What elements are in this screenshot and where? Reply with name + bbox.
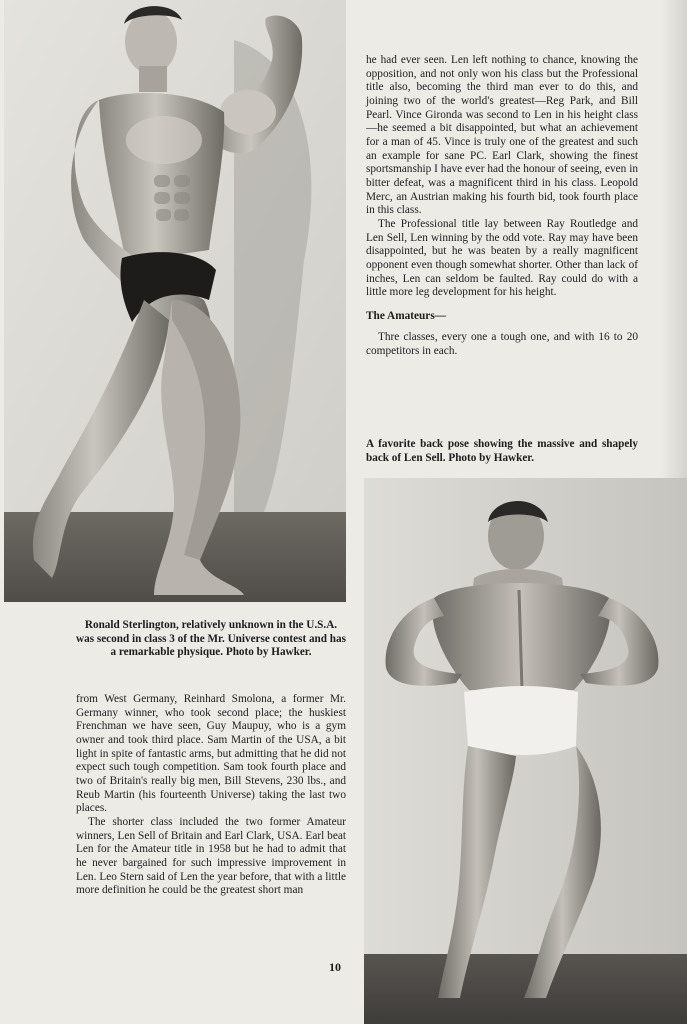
right-paragraph-1: he had ever seen. Len left nothing to chance, knowing the opposition, and not only won his class but the Professional title also, becoming the third man ever to do this, and joining two of the world's greatest—Reg Park, and Bill Pearl. Vince Gironda was second to Len in his height class—he seemed a bit disappointed, but what an achievement for a man of 45. Vince is truly one of the greatest and such an example for sane PC. Earl Clark, showing the finest sportsmanship I have ever had the honour of seeing, even in bitter defeat, was a magnificent third in his class. Leopold Merc, an Austrian making his fourth bid, took fourth place in this class. xyxy=(366,54,638,217)
left-paragraph-1: from West Germany, Reinhard Smolona, a former Mr. Germany winner, who took second place; the huskiest Frenchman we have seen, Guy Maupuy, who is a gym owner and took third place. Sam Martin of the USA, a bit light in spite of fantastic arms, but admitting that he did not expect such tough competition. Sam took fourth place and two of Britain's really big men, Bill Stevens, 230 lbs., and Reub Martin (his fourteenth Universe) taking the last two places. xyxy=(76,693,346,815)
back-pose-photo xyxy=(364,478,687,1024)
left-column-text xyxy=(76,693,346,898)
right-paragraph-3: Thre classes, every one a tough one, and with 16 to 20 competitors in each. xyxy=(366,331,638,358)
photo-caption-sterlington: Ronald Sterlington, relatively unknown in the U.S.A. was second in class 3 of the Mr. Universe contest and has a remarkable physique. Photo by Hawker. xyxy=(76,619,346,659)
front-bodybuilder-photo xyxy=(4,0,346,602)
right-column-text xyxy=(366,54,638,359)
right-paragraph-2: The Professional title lay between Ray Routledge and Len Sell, Len winning by the odd vote. Ray may have been disappointed, but he was beaten by a really magnificent opponent even though somewhat shorter. Other than lack of inches, Len can seldom be faulted. Ray could do with a little more leg development for his height. xyxy=(366,217,638,299)
page-number: 10 xyxy=(329,960,341,974)
left-paragraph-2: The shorter class included the two former Amateur winners, Len Sell of Britain and Earl Clark, USA. Earl beat Len for the Amateur title in 1958 but he had to admit that he never bargained for such impressive improvement in Len. Leo Stern said of Len the year before, that with a little more definition he could be the greatest short man xyxy=(76,815,346,897)
photo-caption-len-sell: A favorite back pose showing the massive and shapely back of Len Sell. Photo by Hawker. xyxy=(366,438,638,464)
section-heading-amateurs: The Amateurs— xyxy=(366,309,447,322)
